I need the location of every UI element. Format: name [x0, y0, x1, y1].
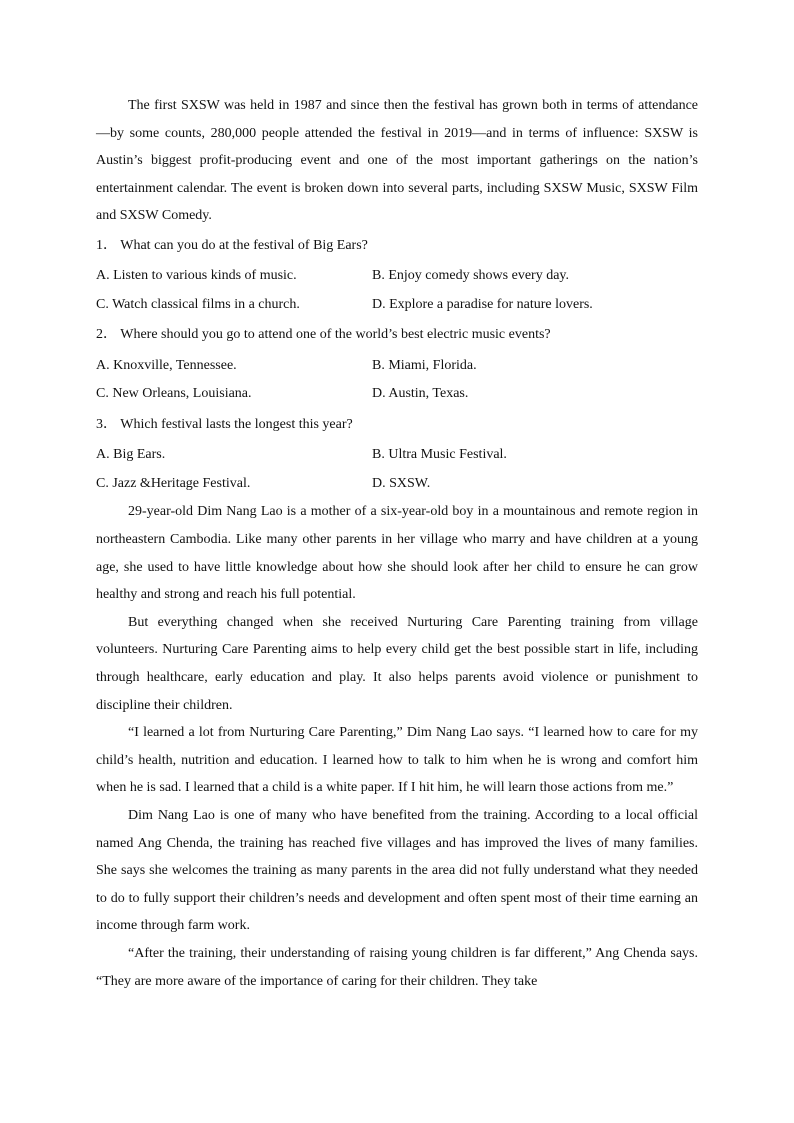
options-grid — [96, 441, 698, 498]
options-grid — [96, 352, 698, 409]
option-c: C. Jazz &Heritage Festival. — [96, 475, 251, 491]
option-c: C. New Orleans, Louisiana. — [96, 386, 252, 402]
document-page — [96, 92, 698, 995]
option-d: D. SXSW. — [372, 475, 431, 491]
paragraph-training: But everything changed when she received Nurturing Care Parenting training from village volunteers. Nurturing Care Parenting aims to help every child get the best possible start in life, including through healthcare, early education and play. It also helps parents avoid violence or punishment to discipline their children. — [96, 614, 698, 713]
paragraph-dim-nang-lao: 29-year-old Dim Nang Lao is a mother of a six-year-old boy in a mountainous and remote region in northeastern Cambodia. Like many other parents in her village who marry and have children at a young age, she used to have little knowledge about how she should look after her child to ensure he can grow healthy and strong and reach his full potential. — [96, 504, 698, 603]
option-b: B. Enjoy comedy shows every day. — [372, 268, 569, 284]
paragraph-ang-chenda: “After the training, their understanding of raising young children is far different,” Ang Chenda says. “They are more aware of the importance of caring for their children. They take — [96, 945, 698, 989]
question-2 — [96, 321, 698, 409]
paragraph-sxsw: The first SXSW was held in 1987 and since then the festival has grown both in terms of attendance —by some counts, 280,000 people attended the festival in 2019—and in terms of influence: SXSW is Austin’s biggest profit-producing event and one of the most important gatherings on the nation’s entertainment calendar. The event is broken down into several parts, including SXSW Music, SXSW Film and SXSW Comedy. — [96, 98, 698, 224]
option-d: D. Explore a paradise for nature lovers. — [372, 296, 593, 312]
paragraph-benefits: Dim Nang Lao is one of many who have benefited from the training. According to a local official named Ang Chenda, the training has reached five villages and has improved the lives of many families. She says she welcomes the training as many parents in the area did not fully understand what they needed to do to fully support their children’s needs and development and often spent most of their time earning an income through farm work. — [96, 808, 698, 934]
question-stem: 3． Which festival lasts the longest this year? — [96, 416, 353, 432]
option-d: D. Austin, Texas. — [372, 386, 469, 402]
question-3 — [96, 411, 698, 499]
option-a: A. Listen to various kinds of music. — [96, 268, 297, 284]
option-b: B. Ultra Music Festival. — [372, 447, 507, 463]
option-a: A. Big Ears. — [96, 447, 166, 463]
option-a: A. Knoxville, Tennessee. — [96, 357, 237, 373]
paragraph-quote: “I learned a lot from Nurturing Care Parenting,” Dim Nang Lao says. “I learned how to care for my child’s health, nutrition and education. I learned how to talk to him when he is wrong and comfort him when he is sad. I learned that a child is a white paper. If I hit him, he will learn those actions from me.” — [96, 725, 698, 796]
question-1 — [96, 232, 698, 320]
option-b: B. Miami, Florida. — [372, 357, 477, 373]
question-stem: 2． Where should you go to attend one of the world’s best electric music events? — [96, 327, 551, 343]
option-c: C. Watch classical films in a church. — [96, 296, 300, 312]
question-stem: 1． What can you do at the festival of Big Ears? — [96, 237, 368, 253]
options-grid — [96, 262, 698, 319]
